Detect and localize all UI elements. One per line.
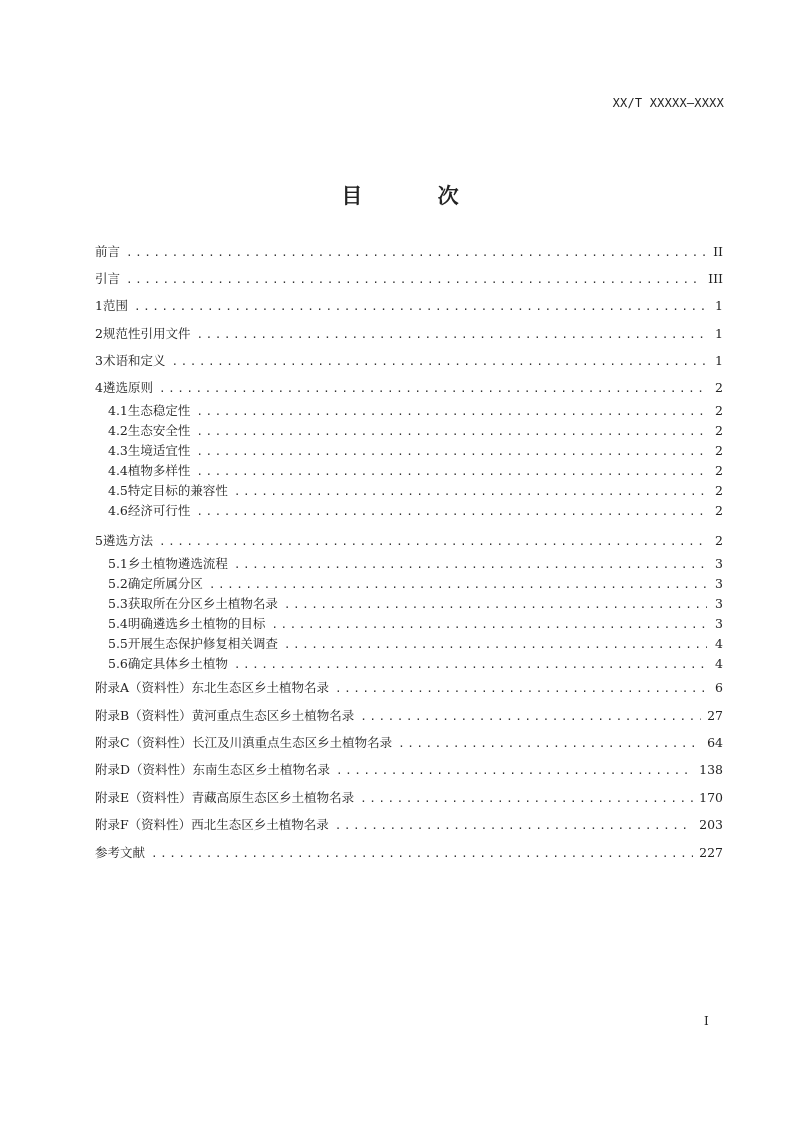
- toc-entry-title: 乡土植物遴选流程: [127, 556, 228, 572]
- toc-entry[interactable]: [95, 265, 723, 292]
- toc-entry-number: 2: [95, 325, 103, 341]
- toc-entry-title: 青藏高原生态区乡土植物名录: [191, 789, 355, 805]
- dot-leader: [271, 615, 707, 635]
- document-code: XX/T XXXXX—XXXX: [612, 96, 724, 110]
- toc-entry[interactable]: [95, 674, 723, 701]
- toc-entry[interactable]: [95, 401, 723, 421]
- toc-entry-page: 1: [715, 298, 723, 314]
- toc-entry-number: 5: [95, 533, 103, 549]
- toc-entry-title: 长江及川滇重点生态区乡土植物名录: [192, 735, 393, 751]
- toc-entry-number: 附录C（资料性）: [95, 735, 193, 751]
- dot-leader: [151, 840, 693, 867]
- toc-entry-number: 4.1: [108, 403, 128, 419]
- toc-entry[interactable]: [95, 441, 723, 461]
- toc-entry-number: 4.2: [108, 423, 128, 439]
- toc-entry-title: 确定所属分区: [127, 576, 203, 592]
- toc-entry-page: 2: [715, 503, 723, 519]
- toc-entry-page: 27: [707, 707, 723, 723]
- toc-entry-page: 138: [699, 762, 723, 778]
- dot-leader: [126, 266, 702, 293]
- dot-leader: [196, 502, 707, 522]
- page-title: 目 次: [341, 184, 493, 208]
- toc-entry[interactable]: [95, 574, 723, 594]
- toc-entry-page: 2: [715, 403, 723, 419]
- toc-entry-page: 1: [715, 352, 723, 368]
- dot-leader: [234, 482, 707, 502]
- toc-entry-page: III: [708, 271, 723, 287]
- dot-leader: [284, 635, 707, 655]
- dot-leader: [171, 348, 707, 375]
- toc-entry-page: 2: [715, 463, 723, 479]
- dot-leader: [196, 462, 707, 482]
- dot-leader: [134, 293, 707, 320]
- toc-entry-number: 4.4: [108, 463, 128, 479]
- toc-entry-page: 6: [715, 680, 723, 696]
- toc-entry-number: 5.4: [108, 616, 128, 632]
- dot-leader: [398, 730, 701, 757]
- toc-entry-title: 明确遴选乡土植物的目标: [127, 616, 266, 632]
- toc-entry-title: 生态安全性: [127, 423, 191, 439]
- toc-entry-title: 经济可行性: [127, 503, 191, 519]
- toc-entry-title: 遴选原则: [102, 379, 153, 395]
- toc-entry[interactable]: [95, 481, 723, 501]
- toc-entry-title: 遴选方法: [102, 533, 153, 549]
- toc-entry-number: 4: [95, 379, 103, 395]
- toc-entry-title: 获取所在分区乡土植物名录: [127, 596, 278, 612]
- toc-entry-page: 2: [715, 379, 723, 395]
- dot-leader: [360, 785, 693, 812]
- toc-entry-title: 前言: [95, 244, 121, 259]
- toc-entry-title: 引言: [95, 271, 121, 287]
- toc-entry[interactable]: [95, 654, 723, 674]
- toc-entry-number: 附录E（资料性）: [95, 789, 192, 805]
- dot-leader: [234, 655, 707, 675]
- toc-entry-number: 5.1: [108, 556, 128, 572]
- dot-leader: [336, 757, 693, 784]
- toc-entry[interactable]: [95, 554, 723, 574]
- toc-entry-title: 参考文献: [95, 844, 146, 860]
- toc-entry-number: 4.5: [108, 483, 128, 499]
- toc-entry[interactable]: [95, 461, 723, 481]
- toc-entry-title: 开展生态保护修复相关调查: [127, 636, 278, 652]
- toc-entry-page: II: [713, 244, 723, 259]
- toc-entry-page: 3: [715, 576, 723, 592]
- toc-entry-page: 3: [715, 556, 723, 572]
- toc-entry[interactable]: [95, 292, 723, 319]
- toc-entry-title: 生境适宜性: [127, 443, 191, 459]
- dot-leader: [196, 442, 707, 462]
- toc-entry[interactable]: [95, 839, 723, 866]
- toc-entry-title: 范围: [102, 298, 128, 314]
- dot-leader: [335, 812, 693, 839]
- toc-entry-title: 特定目标的兼容性: [127, 483, 228, 499]
- dot-leader: [360, 703, 701, 730]
- toc-entry-page: 3: [715, 616, 723, 632]
- toc-entry-title: 东北生态区乡土植物名录: [191, 680, 330, 696]
- toc-entry[interactable]: [95, 238, 723, 265]
- toc-entry-number: 5.2: [108, 576, 128, 592]
- toc-entry-title: 确定具体乡土植物: [127, 656, 228, 672]
- toc-entry-page: 2: [715, 443, 723, 459]
- toc-entry-page: 4: [715, 636, 723, 652]
- toc-entry[interactable]: [95, 811, 723, 838]
- dot-leader: [196, 402, 707, 422]
- toc-entry-number: 5.6: [108, 656, 128, 672]
- toc-entry[interactable]: [95, 421, 723, 441]
- dot-leader: [284, 595, 707, 615]
- toc-entry[interactable]: [95, 347, 723, 374]
- toc-entry[interactable]: [95, 527, 723, 554]
- toc-entry-page: 2: [715, 533, 723, 549]
- toc-entry-page: 3: [715, 596, 723, 612]
- toc-entry[interactable]: [95, 320, 723, 347]
- dot-leader: [126, 239, 707, 266]
- toc-entry[interactable]: [95, 501, 723, 521]
- dot-leader: [159, 375, 707, 402]
- toc-entry[interactable]: [95, 729, 723, 756]
- toc-entry-page: 2: [715, 423, 723, 439]
- toc-entry-page: 227: [699, 844, 723, 860]
- toc-entry-number: 附录D（资料性）: [95, 762, 193, 778]
- toc-entry-title: 植物多样性: [127, 463, 191, 479]
- table-of-contents: [95, 238, 723, 866]
- dot-leader: [234, 555, 707, 575]
- toc-entry[interactable]: [95, 756, 723, 783]
- toc-entry-title: 黄河重点生态区乡土植物名录: [191, 707, 355, 723]
- toc-entry[interactable]: [95, 374, 723, 401]
- toc-entry-page: 2: [715, 483, 723, 499]
- toc-entry-title: 术语和定义: [102, 352, 166, 368]
- toc-entry[interactable]: [95, 702, 723, 729]
- toc-entry-number: 附录B（资料性）: [95, 707, 192, 723]
- toc-entry-page: 64: [707, 735, 723, 751]
- toc-entry-page: 170: [699, 789, 723, 805]
- dot-leader: [196, 422, 707, 442]
- page-number: I: [704, 1014, 709, 1028]
- dot-leader: [335, 675, 707, 702]
- toc-entry-page: 4: [715, 656, 723, 672]
- toc-entry-title: 生态稳定性: [127, 403, 191, 419]
- toc-entry-page: 203: [699, 817, 723, 833]
- toc-entry-number: 3: [95, 352, 103, 368]
- toc-entry-number: 1: [95, 298, 103, 314]
- toc-entry-number: 4.6: [108, 503, 128, 519]
- toc-entry[interactable]: [95, 614, 723, 634]
- toc-entry-page: 1: [715, 325, 723, 341]
- dot-leader: [196, 321, 707, 348]
- toc-entry-title: 东南生态区乡土植物名录: [192, 762, 331, 778]
- dot-leader: [159, 528, 707, 555]
- toc-entry-number: 附录A（资料性）: [95, 680, 192, 696]
- toc-entry-title: 规范性引用文件: [102, 325, 191, 341]
- dot-leader: [209, 575, 707, 595]
- toc-entry-number: 附录F（资料性）: [95, 817, 192, 833]
- toc-entry-number: 5.3: [108, 596, 128, 612]
- toc-entry[interactable]: [95, 634, 723, 654]
- toc-entry[interactable]: [95, 784, 723, 811]
- toc-entry-number: 4.3: [108, 443, 128, 459]
- toc-entry-title: 西北生态区乡土植物名录: [191, 817, 329, 833]
- toc-entry[interactable]: [95, 594, 723, 614]
- toc-entry-number: 5.5: [108, 636, 128, 652]
